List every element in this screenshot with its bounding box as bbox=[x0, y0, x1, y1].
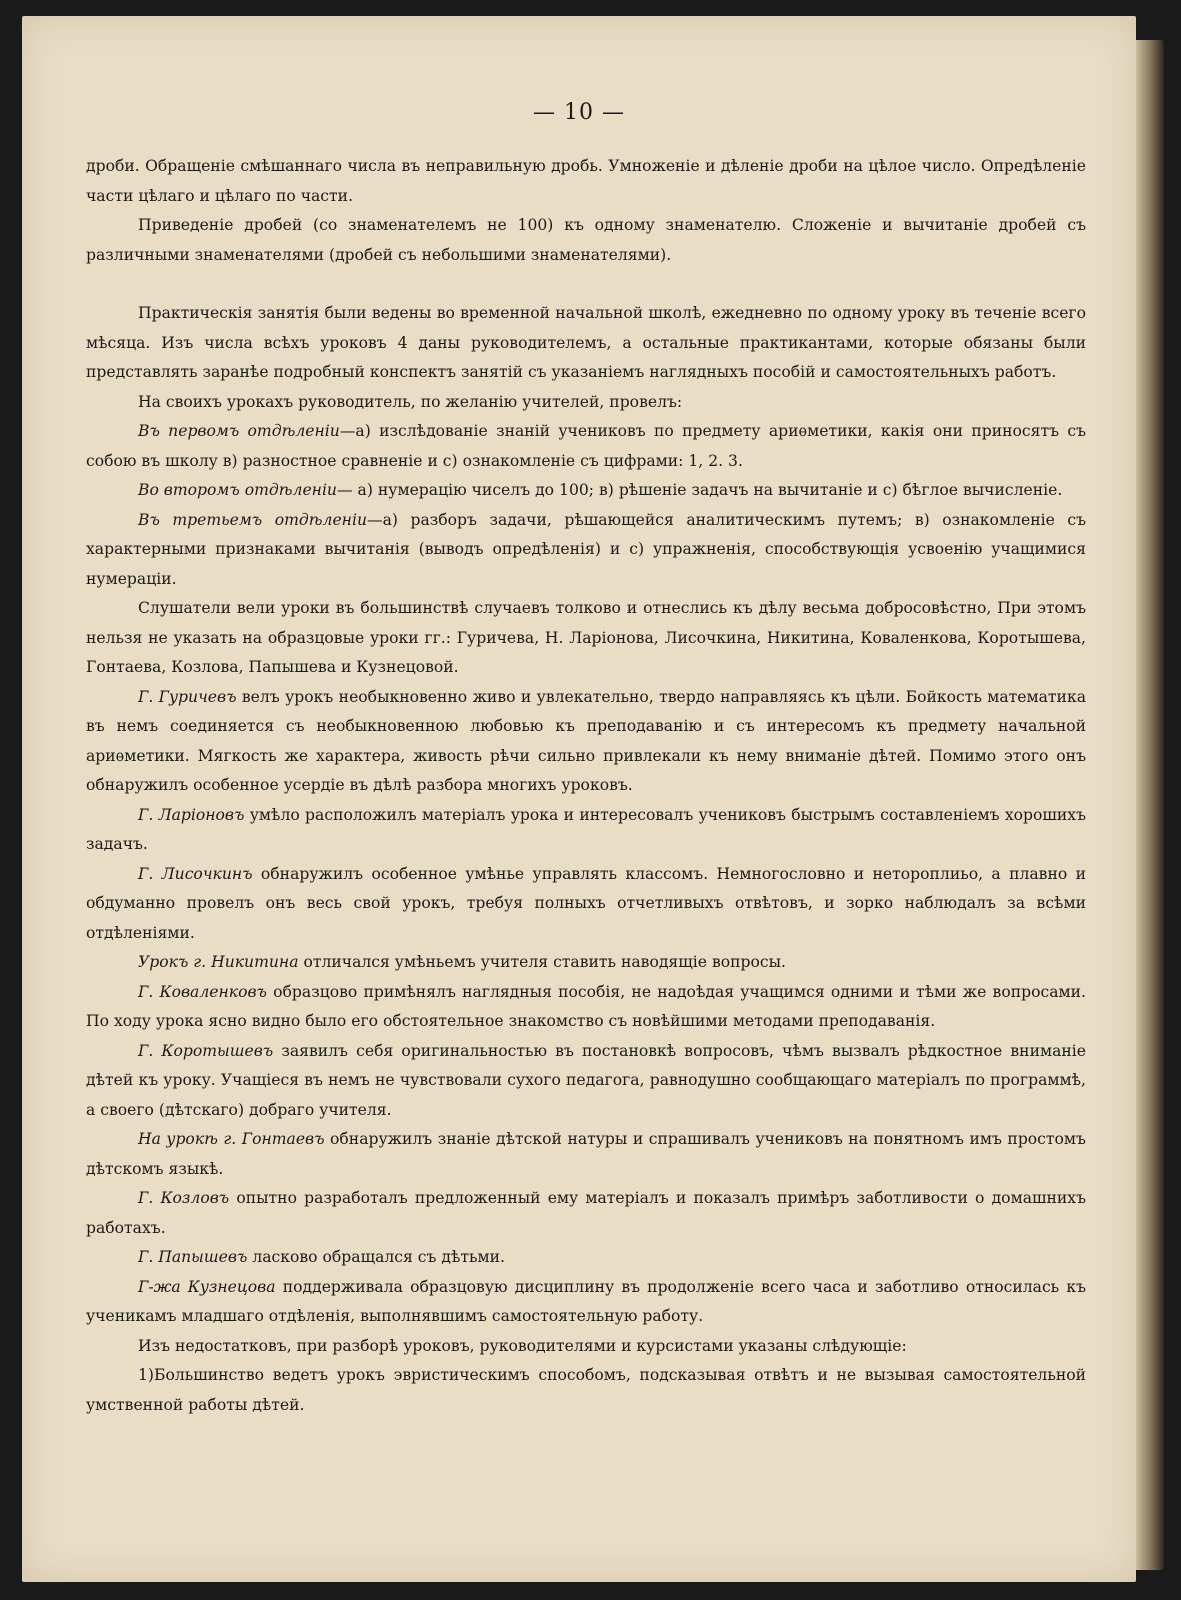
paragraph: Практическія занятія были ведены во временной начальной школѣ, ежедневно по одному уроку въ теченіе всего мѣсяца. Изъ числа всѣхъ уроковъ 4 даны руководителемъ, а остальные практикантами, которые обязаны были представлять заранѣе подробный конспектъ занятій съ указаніемъ наглядныхъ пособій и самостоятельныхъ работъ. bbox=[86, 304, 1086, 381]
paragraph: Изъ недостатковъ, при разборѣ уроковъ, руководителями и курсистами указаны слѣдующіе: bbox=[138, 1336, 907, 1355]
italic-lead: Урокъ г. Никитина bbox=[138, 953, 299, 971]
paragraph: дроби. Обращеніе смѣшаннаго числа въ неправильную дробь. Умноженіе и дѣленіе дроби на цѣлое число. Опредѣленіе части цѣлаго и цѣлаго по части. bbox=[86, 157, 1086, 205]
italic-lead: Г. Ларіоновъ bbox=[138, 805, 245, 824]
paragraph: Урокъ г. Никитина отличался умѣньемъ учителя ставить наводящіе вопросы. bbox=[138, 953, 786, 971]
paragraph: Слушатели вели уроки въ большинствѣ случаевъ толково и отнеслись къ дѣлу весьма добросовѣстно, При этомъ нельзя не указать на образцовые уроки гг.: Гуричева, Н. Ларіонова, Лисочкина, Никитина, Коваленкова, Коротышева, Гонтаева, Козлова, Папышева и Кузнецовой. bbox=[86, 599, 1086, 676]
italic-lead: Г. Коротышевъ bbox=[138, 1041, 274, 1060]
paragraph: Г. Папышевъ ласково обращался съ дѣтьми. bbox=[138, 1248, 506, 1266]
paragraph: Приведеніе дробей (со знаменателемъ не 100) къ одному знаменателю. Сложеніе и вычитаніе дробей съ различными знаменателями (дробей съ небольшими знаменателями). bbox=[86, 216, 1086, 264]
italic-lead: Г. Папышевъ bbox=[138, 1248, 248, 1266]
paragraph: Г. Гуричевъ велъ урокъ необыкновенно живо и увлекательно, твердо направляясь къ цѣли. Бойкость математика въ немъ соединяется съ необыкновенною любовью къ преподаванію и съ интересомъ къ предмету начальной ариѳметики. Мягкость же характера, живость рѣчи сильно привлекали къ нему вниманіе дѣтей. Помимо этого онъ обнаружилъ особенное усердіе въ дѣлѣ разбора многихъ уроковъ. bbox=[86, 687, 1086, 794]
paragraph: Г. Коротышевъ заявилъ себя оригинальностью въ постановкѣ вопросовъ, чѣмъ вызвалъ рѣдкостное вниманіе дѣтей къ уроку. Учащіеся въ немъ не чувствовали сухого педагога, равнодушно сообщающаго матеріалъ по программѣ, а своего (дѣтскаго) добраго учителя. bbox=[86, 1041, 1086, 1119]
italic-lead: Г. Лисочкинъ bbox=[138, 864, 253, 883]
italic-lead: Г. Козловъ bbox=[138, 1189, 230, 1207]
italic-lead: Г. Коваленковъ bbox=[138, 982, 267, 1001]
paragraph: Г. Козловъ опытно разработалъ предложенный ему матеріалъ и показалъ примѣръ заботливости о домашнихъ работахъ. bbox=[86, 1189, 1086, 1237]
paragraph: На урокѣ г. Гонтаевъ обнаружилъ знаніе дѣтской натуры и спрашивалъ учениковъ на понятномъ имъ простомъ дѣтскомъ языкѣ. bbox=[86, 1130, 1086, 1178]
paragraph: Г. Лисочкинъ обнаружилъ особенное умѣнье управлять классомъ. Немногословно и нетороплиьо, а плавно и обдуманно провелъ онъ весь свой урокъ, требуя полныхъ отчетливыхъ отвѣтовъ, и зорко наблюдалъ за всѣми отдѣленіями. bbox=[86, 864, 1086, 942]
italic-lead: Г-жа Кузнецова bbox=[138, 1277, 276, 1296]
page-body bbox=[86, 152, 1086, 1420]
book-page bbox=[22, 16, 1136, 1582]
paragraph: Г. Коваленковъ образцово примѣнялъ наглядныя пособія, не надоѣдая учащимся одними и тѣми же вопросами. По ходу урока ясно видно было его обстоятельное знакомство съ новѣйшими методами преподаванія. bbox=[86, 982, 1087, 1030]
paragraph: Г. Ларіоновъ умѣло расположилъ матеріалъ урока и интересовалъ учениковъ быстрымъ составленіемъ хорошихъ задачъ. bbox=[86, 805, 1086, 853]
paragraph: Г-жа Кузнецова поддерживала образцовую дисциплину въ продолженіе всего часа и заботливо относилась къ ученикамъ младшаго отдѣленія, выполнявшимъ самостоятельную работу. bbox=[86, 1277, 1086, 1325]
italic-lead: На урокѣ г. Гонтаевъ bbox=[138, 1130, 325, 1148]
page-number: — 10 — bbox=[533, 100, 625, 125]
italic-lead: Во второмъ отдѣленіи bbox=[138, 481, 337, 499]
page-edge bbox=[1136, 40, 1164, 1570]
paragraph: Въ третьемъ отдѣленіи—а) разборъ задачи, рѣшающейся аналитическимъ путемъ; в) ознакомленіе съ характерными признаками вычитанія (выводъ опредѣленія) и с) упражненія, способствующія усвоенію учащимися нумераціи. bbox=[86, 510, 1086, 588]
paragraph: Во второмъ отдѣленіи— а) нумерацію чиселъ до 100; в) рѣшеніе задачъ на вычитаніе и с) бѣглое вычисленіе. bbox=[138, 481, 1063, 499]
paragraph: 1)Большинство ведетъ урокъ эвристическимъ способомъ, подсказывая отвѣтъ и не вызывая самостоятельной умственной работы дѣтей. bbox=[86, 1366, 1086, 1414]
italic-lead: Г. Гуричевъ bbox=[138, 687, 237, 706]
italic-lead: Въ первомъ отдѣленіи bbox=[138, 422, 340, 440]
italic-lead: Въ третьемъ отдѣленіи bbox=[138, 510, 367, 529]
paragraph: На своихъ урокахъ руководитель, по желанію учителей, провелъ: bbox=[138, 392, 683, 411]
paragraph: Въ первомъ отдѣленіи—а) изслѣдованіе знаній учениковъ по предмету ариѳметики, какія они приносятъ съ собою въ школу в) разностное сравненіе и с) ознакомленіе съ цифрами: 1, 2. 3. bbox=[86, 422, 1086, 470]
